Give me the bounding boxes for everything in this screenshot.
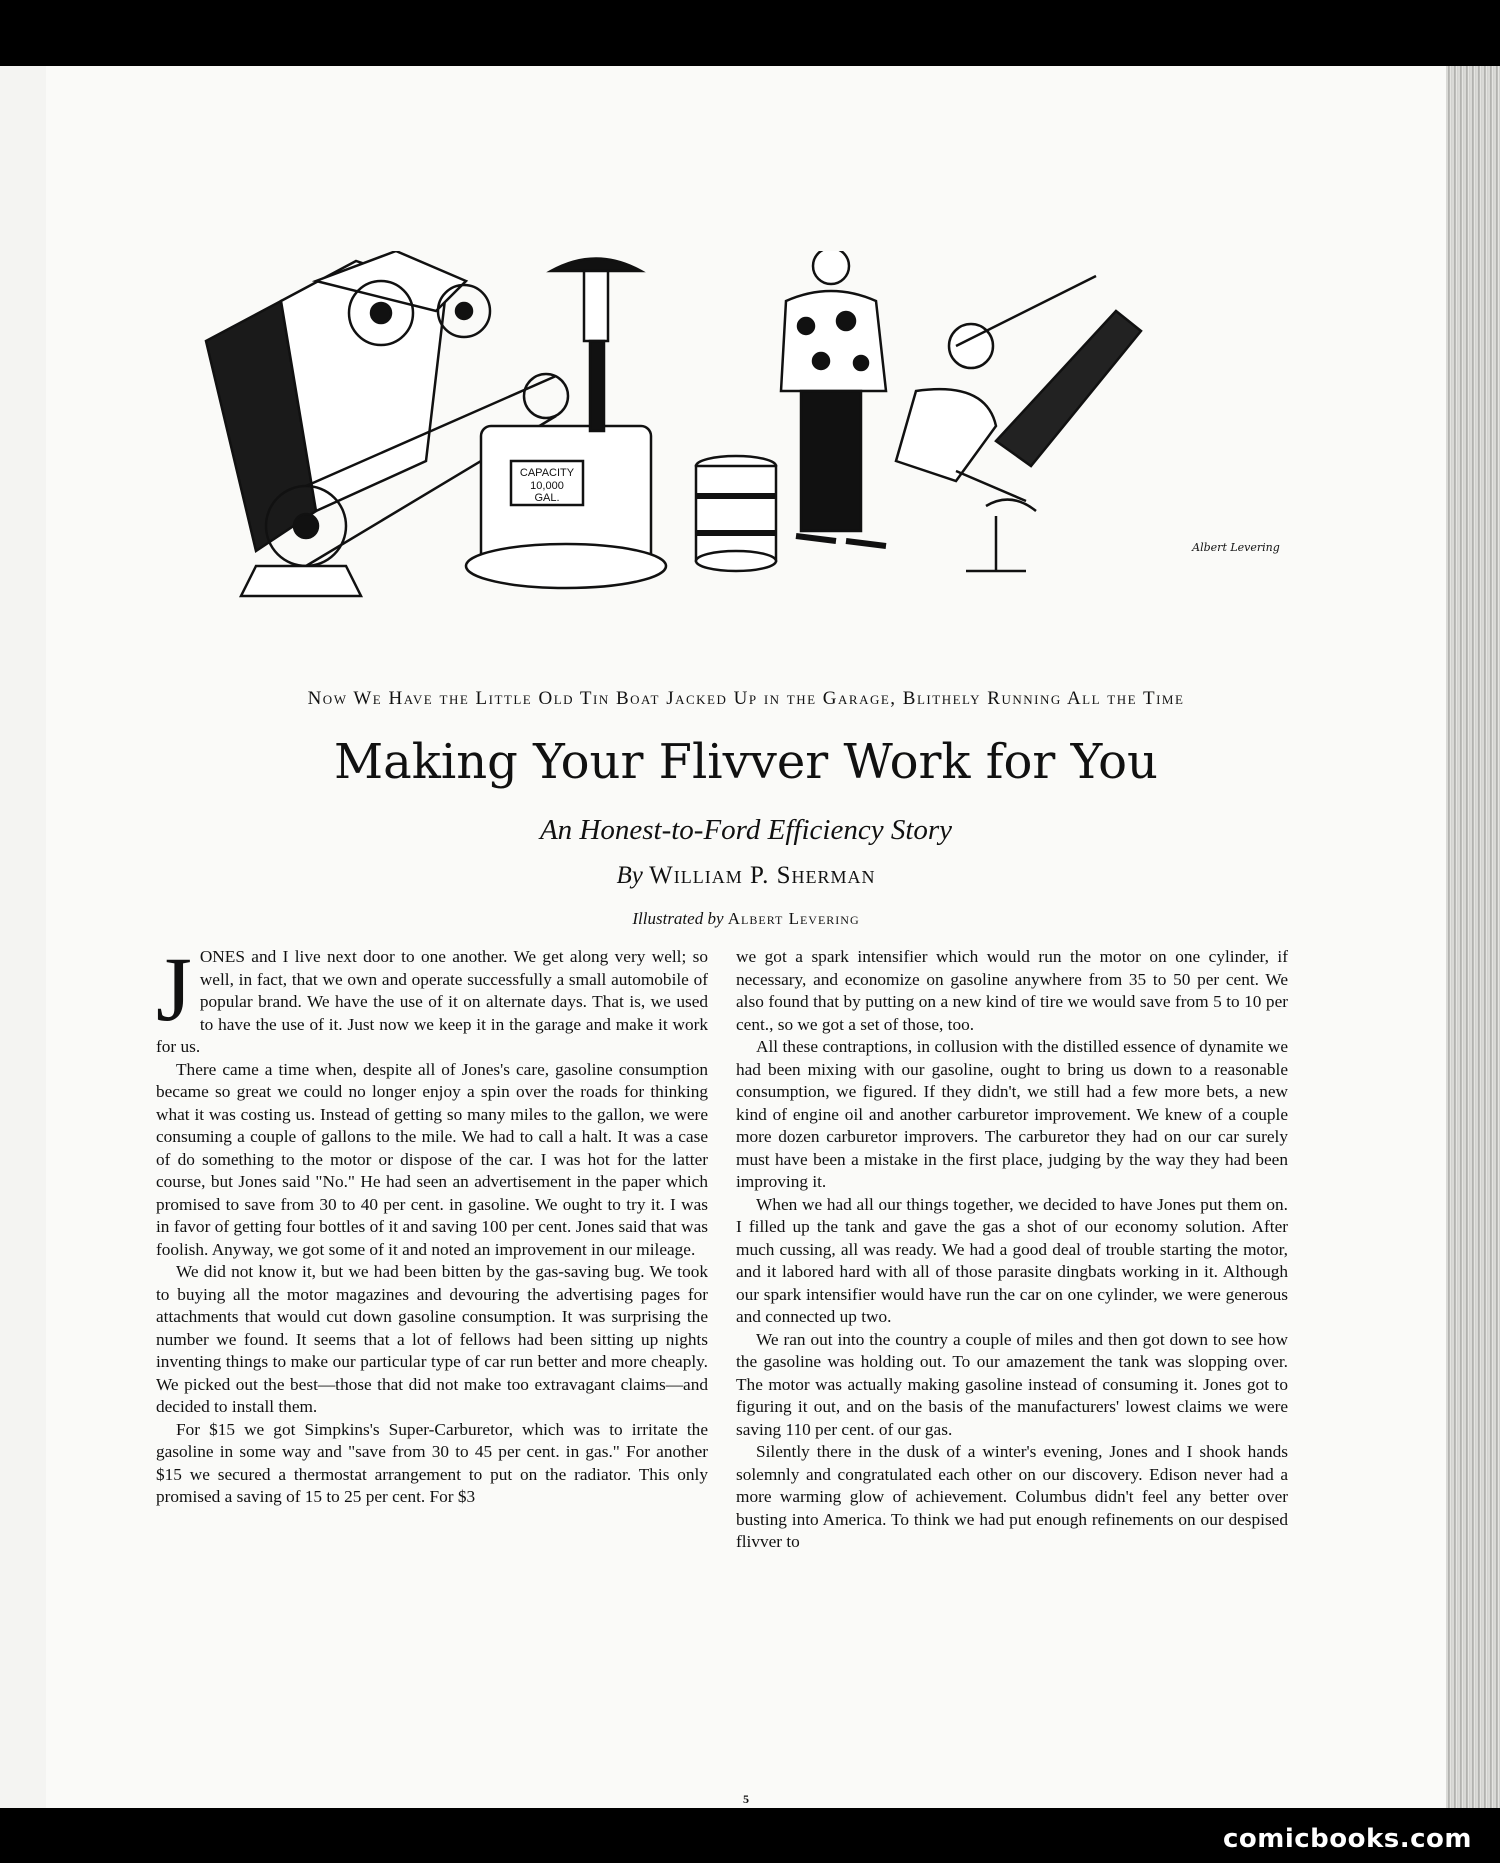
byline <box>106 862 1386 890</box>
illustration-caption: Now We Have the Little Old Tin Boat Jacked Up in the Garage, Blithely Running All the Time <box>307 688 1185 709</box>
article-column-right <box>736 946 1288 1554</box>
standing-man-head <box>813 251 849 284</box>
tank-label-line1: CAPACITY <box>519 467 575 479</box>
paragraph: All these contraptions, in collusion with the distilled essence of dynamite we had been mixing with our gasoline, ought to bring us down to a reasonable consumption, we figured. If they didn't, we still had a few more bets, a new kind of engine oil and another carburetor improvement. We knew of a couple more dozen carburetor improvers. The carburetor they had on our car surely must have been a mistake in the first place, judging by the way they had been improving it. <box>736 1037 1288 1191</box>
paragraph: We ran out into the country a couple of miles and then got down to see how the gasoline was holding out. To our amazement the tank was slopping over. The motor was actually making gasoline instead of consuming it. Jones got to figuring it out, and on the basis of the manufacturers' lowest claims we were saving 110 per cent. of our gas. <box>736 1329 1288 1439</box>
opening-caps: ONES <box>199 947 245 966</box>
byline-prefix: By <box>616 862 643 889</box>
article-title: Making Your Flivver Work for You <box>334 734 1158 790</box>
site-watermark: comicbooks.com <box>1222 1824 1472 1854</box>
left-page-edge <box>0 66 46 1808</box>
paragraph: There came a time when, despite all of Jones's care, gasoline consumption became so great we could no longer enjoy a spin over the roads for thinking what it was costing us. Instead of getting so many miles to the gallon, we were consuming a couple of gallons to the mile. We had to call a halt. It was a case of do something to the motor or dispose of the car. I was hot for the latter course, but Jones said "No." He had seen an advertisement in the paper which promised to save from 30 to 40 per cent. in gasoline. We ought to try it. I was in favor of getting four bottles of it and saving 100 per cent. Jones said that was foolish. Anyway, we got some of it and noted an improvement in our mileage. <box>156 1059 708 1259</box>
magazine-page <box>46 66 1446 1808</box>
swivel-chair <box>956 471 1036 571</box>
paragraph: we got a spark intensifier which would run the motor on one cylinder, if necessary, and economize on gasoline anywhere from 35 to 50 per cent. We also found that by putting on a new kind of tire we would save from 5 to 10 per cent., so we got a set of those, too. <box>736 947 1288 1034</box>
illustrator-name: Albert Levering <box>727 909 860 928</box>
page-number: 5 <box>743 1792 749 1806</box>
drop-cap: J <box>156 938 192 1040</box>
article-subtitle: An Honest-to-Ford Efficiency Story <box>539 814 953 846</box>
paragraph: We did not know it, but we had been bitten by the gas-saving bug. We took to buying all the motor magazines and devouring the advertising pages for attachments that would cut down gasoline consumption. It was surprising the number we found. It seems that a lot of fellows had been sitting up nights inventing things to make our particular type of car run better and more cheaply. We picked out the best—those that did not make too extravagant claims—and decided to install them. <box>156 1262 708 1416</box>
tank-label-line3: GAL. <box>534 492 560 504</box>
paragraph: Silently there in the dusk of a winter's evening, Jones and I shook hands solemnly and congratulated each other on our discovery. Edison never had a more warming glow of achievement. Columbus didn't feel any better over busting into America. To think we had put enough refinements on our despised flivver to <box>736 1442 1288 1551</box>
page-stack-edge <box>1446 66 1500 1808</box>
standing-man-shirt <box>781 291 886 391</box>
author-name: William P. Sherman <box>649 862 876 889</box>
tank-label-line2: 10,000 <box>530 480 564 492</box>
paragraph: When we had all our things together, we decided to have Jones put them on. I filled up the tank and gave the gas a shot of our economy solution. After much cussing, all was ready. We had a good deal of trouble starting the motor, and it labored hard with all of those parasite dingbats working in it. Although our spark intensifier would have run the car on one cylinder, we were generous and connected up two. <box>736 1194 1288 1326</box>
paragraph: For $15 we got Simpkins's Super-Carburetor, which was to irritate the gasoline in some way and "save from 30 to 45 per cent. in gas." For another $15 we secured a thermostat arrangement to put on the radiator. This only promised a saving of 15 to 25 per cent. For $3 <box>156 1419 708 1506</box>
header-illustration <box>196 251 1346 676</box>
paragraph-text: and I live next door to one another. We get along very well; so well, in fact, that we own and operate successfully a small automobile of popular brand. We have the use of it on alternate days. That is, we used to have the use of it. Just now we keep it in the garage and make it work for us. <box>156 947 708 1056</box>
illustrator-credit <box>106 909 1386 929</box>
illustrator-prefix: Illustrated by <box>632 909 724 928</box>
mushroom-lamp <box>551 259 641 272</box>
barrel <box>696 466 776 561</box>
illustrator-signature: Albert Levering <box>1192 541 1280 554</box>
article-column-left <box>156 938 708 1509</box>
paragraph <box>156 938 708 1059</box>
reclining-man-legs <box>996 311 1141 466</box>
